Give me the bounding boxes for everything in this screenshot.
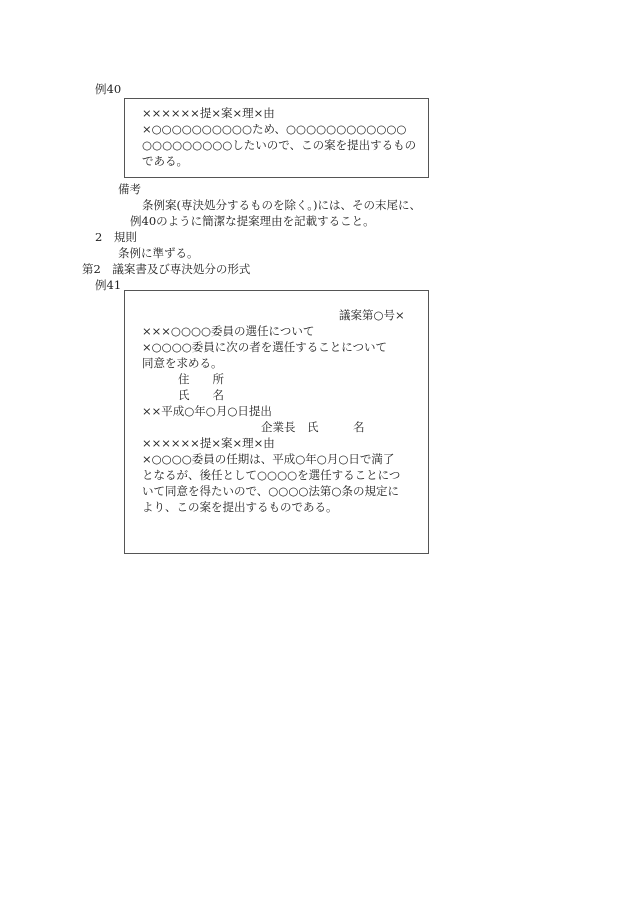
remarks-line-1: 条例案(専決処分するものを除く。)には、その末尾に、 <box>142 198 421 212</box>
example-40-line-4: である。 <box>142 154 188 168</box>
rules-heading: 2 規則 <box>95 230 137 244</box>
remarks-line-2: 例40のように簡潔な提案理由を記載すること。 <box>130 214 375 228</box>
request-line-2: 同意を求める。 <box>142 356 223 370</box>
remarks-heading: 備考 <box>118 182 141 196</box>
example-40-line-3: ○○○○○○○○○したいので、この案を提出するもの <box>142 138 417 152</box>
example-40-label: 例40 <box>95 82 122 96</box>
bill-title: ×××○○○○委員の選任について <box>142 324 315 338</box>
section-2-heading: 第2 議案書及び専決処分の形式 <box>82 262 251 276</box>
example-40-line-1: ××××××提×案×理×由 <box>142 106 275 120</box>
reason-line-1: ×○○○○委員の任期は、平成○年○月○日で満了 <box>142 452 395 466</box>
example-40-line-2: ×○○○○○○○○○○ため、○○○○○○○○○○○○ <box>142 122 407 136</box>
submitter: 企業長 氏 名 <box>261 420 365 434</box>
example-40-box <box>124 98 429 178</box>
bill-number: 議案第○号× <box>339 308 405 322</box>
reason-line-4: より、この案を提出するものである。 <box>142 500 338 514</box>
submission-date: ××平成○年○月○日提出 <box>142 404 272 418</box>
address-field: 住 所 <box>178 372 224 386</box>
request-line-1: ×○○○○委員に次の者を選任することについて <box>142 340 388 354</box>
rules-body: 条例に準ずる。 <box>118 246 199 260</box>
example-41-box <box>124 290 429 554</box>
name-field: 氏 名 <box>178 388 224 402</box>
reason-line-3: いて同意を得たいので、○○○○法第○条の規定に <box>142 484 399 498</box>
reason-heading: ××××××提×案×理×由 <box>142 436 275 450</box>
reason-line-2: となるが、後任として○○○○を選任することにつ <box>142 468 401 482</box>
example-41-label: 例41 <box>95 278 122 292</box>
